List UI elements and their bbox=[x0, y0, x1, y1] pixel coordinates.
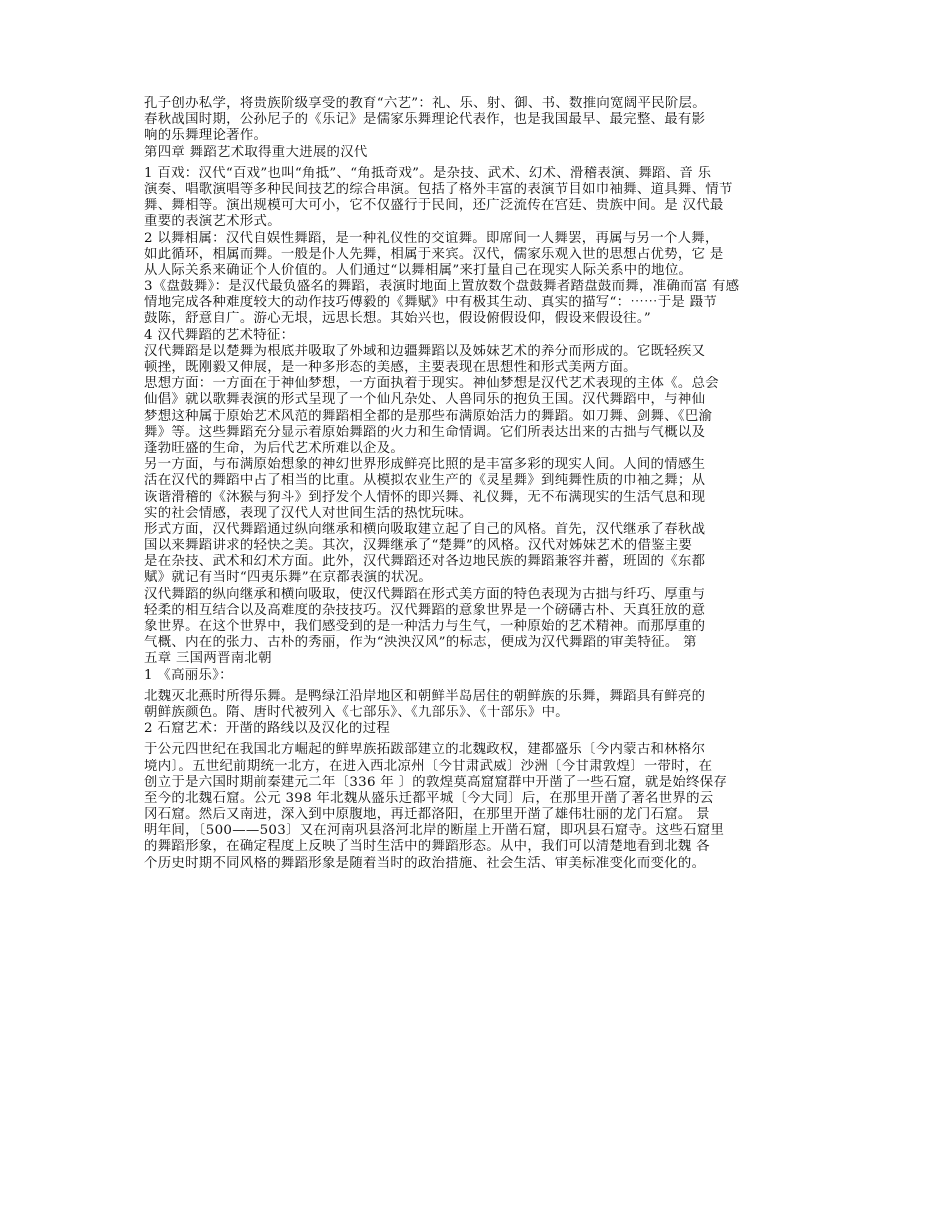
section-heading: 4 汉代舞蹈的艺术特征： bbox=[144, 327, 295, 343]
text-line: 明年间，〔500——503〕又在河南巩县洛河北岸的断崖上开凿石窟，即巩县石窟寺。这些石窟里 bbox=[144, 823, 725, 839]
text-line: 创立于是六国时期前秦建元二年〔336 年 〕的敦煌莫高窟窟群中开凿了一些石窟，就是始终保存 bbox=[144, 774, 728, 790]
text-line: 至今的北魏石窟。公元 398 年北魏从盛乐迁都平城〔今大同〕后，在那里开凿了著名世界的云 bbox=[144, 790, 714, 806]
text-line: 象世界。在这个世界中，我们感受到的是一种活力与生气，一种原始的艺术精神。而那厚重的 bbox=[144, 619, 706, 634]
text-line: 1 百戏：汉代“百戏”也叫“角抵”、“角抵奇戏”。是杂技、武术、幻术、滑稽表演、舞蹈、音 乐 bbox=[144, 165, 712, 181]
text-line: 演奏、唱歌演唱等多种民间技艺的综合串演。包括了格外丰富的表演节目如巾袖舞、道具舞、情节 bbox=[144, 181, 733, 197]
text-line: 活在汉代的舞蹈中占了相当的比重。从模拟农业生产的《灵星舞》到纯舞性质的巾袖之舞；从 bbox=[144, 473, 706, 489]
text-line: 春秋战国时期，公孙尼子的《乐记》是儒家乐舞理论代表作，也是我国最早、最完整、最有影 bbox=[144, 112, 706, 128]
chapter-heading: 第四章 舞蹈艺术取得重大进展的汉代 bbox=[144, 144, 368, 160]
text-line: 如此循环，相属而舞。一般是仆人先舞，相属于来宾。汉代，儒家乐观入世的思想占优势，它 是 bbox=[144, 246, 724, 262]
text-line: 另一方面，与布满原始想象的神幻世界形成鲜亮比照的是丰富多彩的现实人间。人间的情感生 bbox=[144, 457, 706, 473]
text-line: 2 以舞相属：汉代自娱性舞蹈，是一种礼仪性的交谊舞。即席间一人舞罢，再属与另一个人舞， bbox=[144, 230, 719, 246]
text-line: 情地完成各种难度较大的动作技巧傅毅的《舞赋》中有极其生动、真实的描写“：⋯⋯于是 蹑节 bbox=[144, 295, 718, 311]
text-line: 实的社会情感，表现了汉代人对世间生活的热忱玩味。 bbox=[144, 505, 473, 521]
section-heading: 1 《高丽乐》： bbox=[144, 667, 233, 683]
text-line: 于公元四世纪在我国北方崛起的鲜卑族拓跋部建立的北魏政权，建都盛乐〔今内蒙古和林格尔 bbox=[144, 742, 706, 758]
text-line: 北魏灭北燕时所得乐舞。是鸭绿江沿岸地区和朝鲜半岛居住的朝鲜族的乐舞，舞蹈具有鲜亮的 bbox=[144, 688, 706, 704]
text-line: 冈石窟。然后又南进，深入到中原腹地，再迁都洛阳，在那里开凿了雄伟壮丽的龙门石窟。 景 bbox=[144, 807, 710, 823]
text-line: 重要的表演艺术形式。 bbox=[144, 214, 281, 230]
text-line: 气概、内在的张力、古朴的秀丽，作为“泱泱汉风”的标志，便成为汉代舞蹈的审美特征。 第 bbox=[144, 635, 697, 651]
section-heading: 2 石窟艺术：开凿的路线以及汉化的过程 bbox=[144, 721, 391, 737]
text-line: 国以来舞蹈讲求的轻快之美。其次，汉舞继承了“楚舞”的风格。汉代对姊妹艺术的借鉴主要 bbox=[144, 538, 693, 554]
text-line: 舞、舞相等。演出规模可大可小，它不仅盛行于民间，还广泛流传在宫廷、贵族中间。是 汉代最 bbox=[144, 198, 724, 214]
text-line: 顿挫，既刚毅又伸展，是一种多形态的美感，主要表现在思想性和形式美两方面。 bbox=[144, 360, 637, 375]
chapter-heading: 五章 三国两晋南北朝 bbox=[144, 651, 272, 667]
text-line: 响的乐舞理论著作。 bbox=[144, 128, 268, 144]
text-line: 仙倡》就以歌舞表演的形式呈现了一个仙凡杂处、人兽同乐的抱负王国。汉代舞蹈中，与神仙 bbox=[144, 392, 706, 408]
text-line: 是在杂技、武术和幻术方面。此外，汉代舞蹈还对各边地民族的舞蹈兼容并蓄，班固的《东都 bbox=[144, 554, 706, 570]
text-line: 朝鲜族颜色。隋、唐时代被列入《七部乐》、《九部乐》、《十部乐》中。 bbox=[144, 704, 569, 720]
text-line: 个历史时期不同风格的舞蹈形象是随着当时的政治措施、社会生活、审美标准变化而变化的。 bbox=[144, 855, 706, 871]
text-line: 形式方面，汉代舞蹈通过纵向继承和横向吸取建立起了自己的风格。首先，汉代继承了春秋战 bbox=[144, 521, 706, 537]
text-line: 蓬勃旺盛的生命，为后代艺术所难以企及。 bbox=[144, 440, 405, 456]
document-body bbox=[144, 96, 808, 872]
text-line: 舞》等。这些舞蹈充分显示着原始舞蹈的火力和生命情调。它们所表达出来的古拙与气概以及 bbox=[144, 424, 706, 440]
text-line: 赋》就记有当时“四夷乐舞”在京都表演的状况。 bbox=[144, 570, 433, 586]
text-line: 轻柔的相互结合以及高难度的杂技技巧。汉代舞蹈的意象世界是一个磅礴古朴、天真狂放的意 bbox=[144, 602, 706, 618]
text-line: 的舞蹈形象，在确定程度上反映了当时生活中的舞蹈形态。从中，我们可以清楚地看到北魏 各 bbox=[144, 839, 710, 855]
text-line: 3《盘鼓舞》：是汉代最负盛名的舞蹈，表演时地面上置放数个盘鼓舞者踏盘鼓而舞，准确而富 有感 bbox=[144, 279, 740, 295]
text-line: 汉代舞蹈是以楚舞为根底并吸取了外域和边疆舞蹈以及姊妹艺术的养分而形成的。它既轻疾又 bbox=[144, 343, 706, 359]
text-line: 从人际关系来确证个人价值的。人们通过“以舞相属”来打量自己在现实人际关系中的地位。 bbox=[144, 262, 693, 278]
text-line: 诙谐滑稽的《沐猴与狗斗》到抒发个人情怀的即兴舞、礼仪舞，无不布满现实的生活气息和现 bbox=[144, 489, 706, 505]
text-line: 孔子创办私学，将贵族阶级享受的教育“六艺”：礼、乐、射、御、书、数推向宽阔平民阶层。 bbox=[144, 96, 706, 111]
text-line: 汉代舞蹈的纵向继承和横向吸取，使汉代舞蹈在形式美方面的特色表现为古拙与纤巧、厚重与 bbox=[144, 586, 706, 602]
text-line: 鼓陈，舒意自广。游心无垠，远思长想。其始兴也，假设俯假设仰，假设来假设往。” bbox=[144, 311, 651, 327]
text-line: 思想方面：一方面在于神仙梦想，一方面执着于现实。神仙梦想是汉代艺术表现的主体《。总会 bbox=[144, 376, 720, 392]
text-line: 梦想这种属于原始艺术风范的舞蹈相全都的是那些布满原始活力的舞蹈。如刀舞、剑舞、《巴渝 bbox=[144, 408, 713, 424]
text-line: 境内〕。五世纪前期统一北方，在进入西北凉州〔今甘肃武威〕沙洲〔今甘肃敦煌〕一带时，在 bbox=[144, 758, 713, 774]
